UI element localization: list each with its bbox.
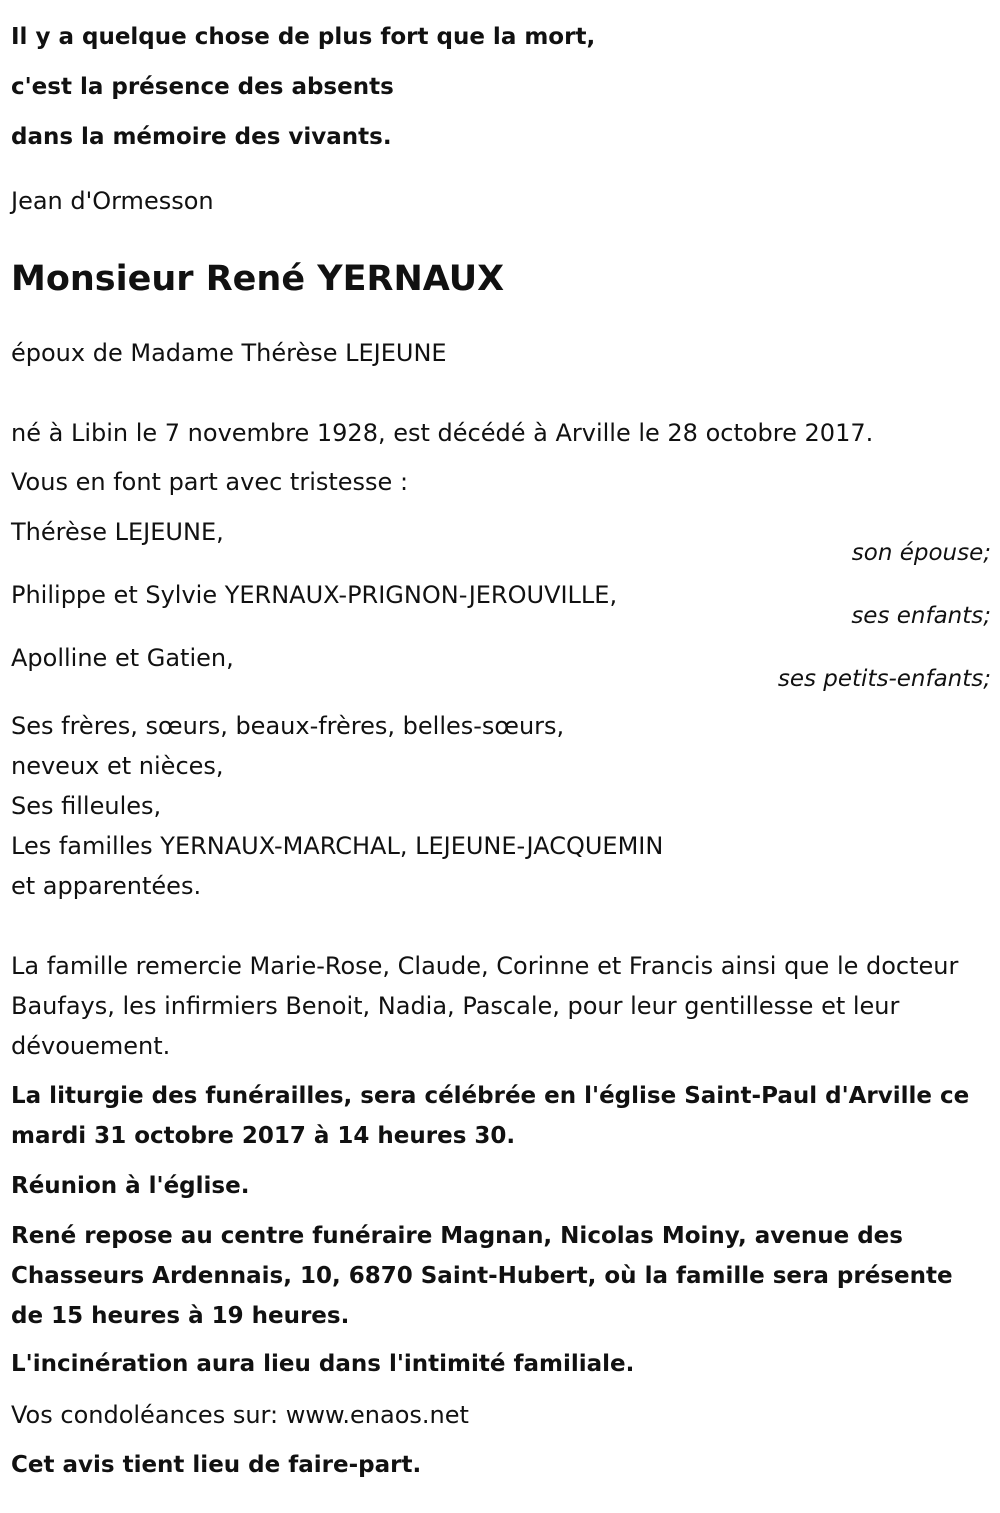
final-note: Cet avis tient lieu de faire-part. [11, 1452, 422, 1478]
birth-death-line: né à Libin le 7 novembre 1928, est décédé à Arville le 28 octobre 2017. [11, 419, 874, 447]
repose-paragraph: René repose au centre funéraire Magnan, Nicolas Moiny, avenue des Chasseurs Ardennais, 10, 6870 Saint-Hubert, où la famille sera présente de 15 heures à 19 heures. [11, 1223, 953, 1329]
thanks-paragraph: La famille remercie Marie-Rose, Claude, Corinne et Francis ainsi que le docteur Baufays, les infirmiers Benoit, Nadia, Pascale, pour leur gentillesse et leur dévouement. [11, 952, 959, 1060]
family-entry-grandchildren [11, 643, 991, 692]
announcement-intro: Vous en font part avec tristesse : [11, 468, 409, 496]
family-names: Thérèse LEJEUNE, [11, 518, 224, 546]
condolences-line: Vos condoléances sur: www.enaos.net [11, 1401, 469, 1429]
quote-line: Il y a quelque chose de plus fort que la mort, [11, 24, 596, 50]
epigraph-quote [11, 0, 991, 162]
death-notice [11, 0, 991, 1485]
relatives-list [11, 706, 991, 906]
quote-author: Jean d'Ormesson [11, 187, 214, 215]
family-entry-children [11, 580, 991, 629]
family-relation: son épouse; [851, 540, 991, 566]
quote-line: dans la mémoire des vivants. [11, 124, 392, 150]
reunion-line: Réunion à l'église. [11, 1173, 250, 1199]
relatives-line: neveux et nièces, [11, 752, 224, 780]
family-relation: ses enfants; [851, 603, 991, 629]
liturgy-paragraph: La liturgie des funérailles, sera célébrée en l'église Saint-Paul d'Arville ce mardi 31 octobre 2017 à 14 heures 30. [11, 1083, 970, 1149]
family-entry-spouse [11, 517, 991, 566]
family-names: Philippe et Sylvie YERNAUX-PRIGNON-JEROUVILLE, [11, 581, 618, 609]
deceased-name: Monsieur René YERNAUX [11, 259, 505, 299]
relatives-line: et apparentées. [11, 872, 202, 900]
spouse-line: époux de Madame Thérèse LEJEUNE [11, 339, 447, 367]
relatives-line: Les familles YERNAUX-MARCHAL, LEJEUNE-JACQUEMIN [11, 832, 664, 860]
family-names: Apolline et Gatien, [11, 644, 234, 672]
cremation-line: L'incinération aura lieu dans l'intimité familiale. [11, 1351, 635, 1377]
family-relation: ses petits-enfants; [777, 666, 991, 692]
relatives-line: Ses frères, sœurs, beaux-frères, belles-sœurs, [11, 712, 565, 740]
quote-line: c'est la présence des absents [11, 74, 394, 100]
relatives-line: Ses filleules, [11, 792, 162, 820]
